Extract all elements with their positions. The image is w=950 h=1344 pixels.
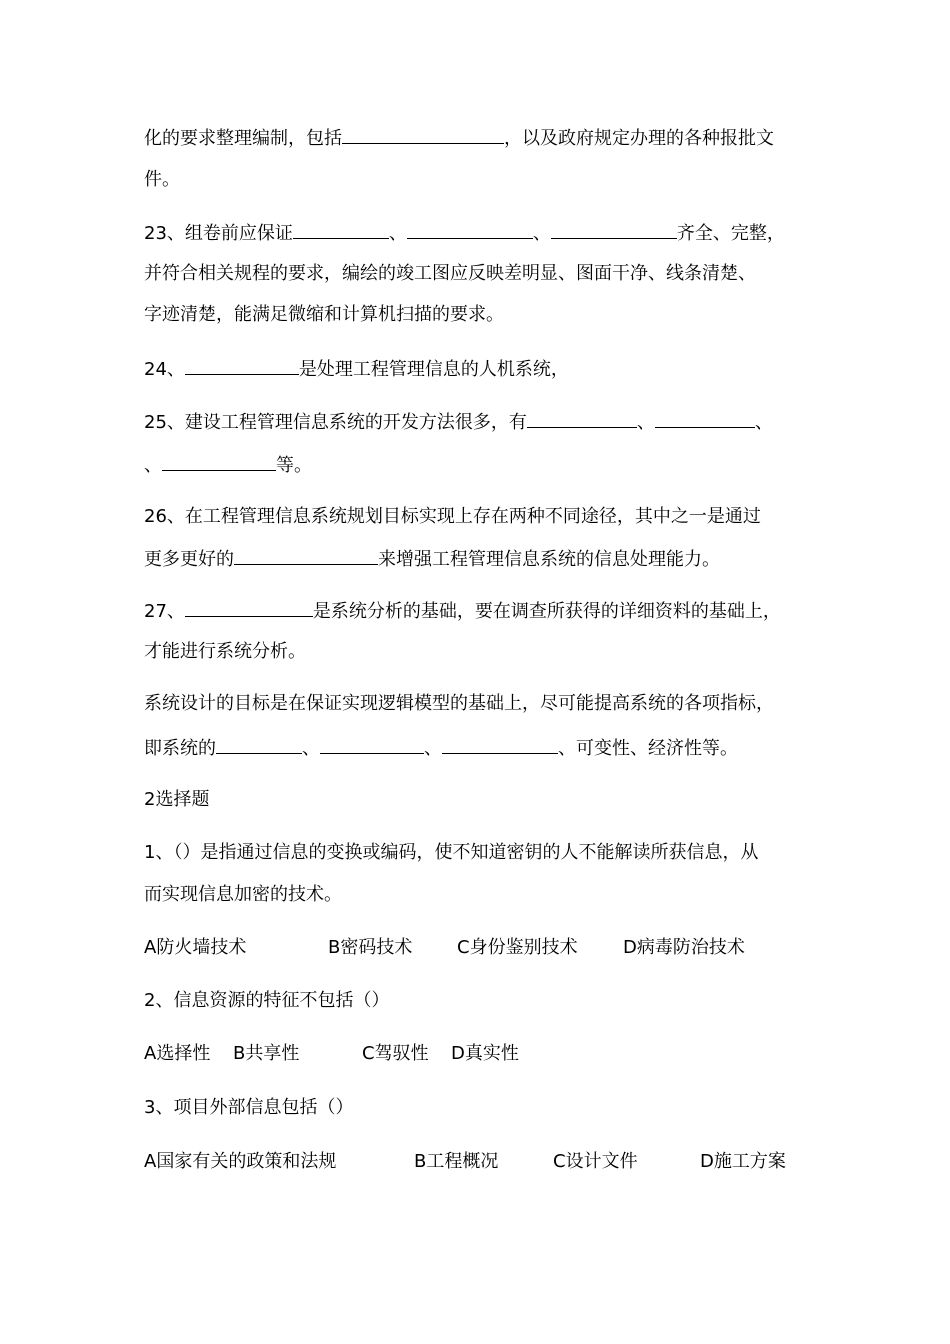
fill-blank[interactable]	[551, 220, 677, 239]
fill-blank[interactable]	[216, 735, 302, 754]
text-line: 27、 是系统分析的基础，要在调查所获得的详细资料的基础上，	[144, 598, 781, 624]
text-line: 23、组卷前应保证 、 、 齐全、完整，	[144, 220, 785, 246]
option-d[interactable]: D病毒防治技术	[623, 937, 745, 958]
text-line: 更多更好的 来增强工程管理信息系统的信息处理能力。	[144, 546, 720, 572]
question-text: 1、（）是指通过信息的变换或编码，使不知道密钥的人不能解读所获信息，从	[144, 842, 759, 863]
fill-blank[interactable]	[407, 220, 533, 239]
option-b[interactable]: B工程概况	[414, 1151, 499, 1172]
fill-blank[interactable]	[320, 735, 424, 754]
fill-blank[interactable]	[162, 452, 276, 471]
question-text: 3、项目外部信息包括（）	[144, 1097, 354, 1118]
fill-blank[interactable]	[442, 735, 558, 754]
option-c[interactable]: C驾驭性	[362, 1043, 429, 1064]
text-line: 24、 是处理工程管理信息的人机系统，	[144, 356, 569, 382]
text-line: 才能进行系统分析。	[144, 641, 306, 662]
text-line: 即系统的 、 、 、可变性、经济性等。	[144, 735, 738, 761]
option-c[interactable]: C身份鉴别技术	[457, 937, 578, 958]
text-line: 并符合相关规程的要求，编绘的竣工图应反映差明显、图面干净、线条清楚、	[144, 263, 756, 284]
option-a[interactable]: A国家有关的政策和法规	[144, 1151, 337, 1172]
text-line: 、 等。	[144, 452, 312, 478]
option-d[interactable]: D真实性	[451, 1043, 519, 1064]
text-line: 字迹清楚，能满足微缩和计算机扫描的要求。	[144, 304, 504, 325]
text-line: 件。	[144, 169, 180, 190]
option-a[interactable]: A选择性	[144, 1043, 211, 1064]
fill-blank[interactable]	[527, 409, 637, 428]
fill-blank[interactable]	[342, 125, 504, 144]
option-d[interactable]: D施工方案	[700, 1151, 786, 1172]
option-b[interactable]: B共享性	[233, 1043, 300, 1064]
question-text: 而实现信息加密的技术。	[144, 884, 342, 905]
text-line: 25、建设工程管理信息系统的开发方法很多，有 、 、	[144, 409, 773, 435]
fill-blank[interactable]	[293, 220, 389, 239]
option-b[interactable]: B密码技术	[328, 937, 413, 958]
section-heading: 2选择题	[144, 789, 210, 810]
fill-blank[interactable]	[185, 598, 313, 617]
text-line: 26、在工程管理信息系统规划目标实现上存在两种不同途径，其中之一是通过	[144, 506, 761, 527]
text-line: 化的要求整理编制，包括 ，以及政府规定办理的各种报批文	[144, 125, 774, 151]
fill-blank[interactable]	[655, 409, 755, 428]
fill-blank[interactable]	[185, 356, 299, 375]
option-c[interactable]: C设计文件	[553, 1151, 638, 1172]
question-text: 2、信息资源的特征不包括（）	[144, 990, 390, 1011]
fill-blank[interactable]	[234, 546, 378, 565]
option-a[interactable]: A防火墙技术	[144, 937, 247, 958]
text-line: 系统设计的目标是在保证实现逻辑模型的基础上，尽可能提高系统的各项指标，	[144, 693, 774, 714]
